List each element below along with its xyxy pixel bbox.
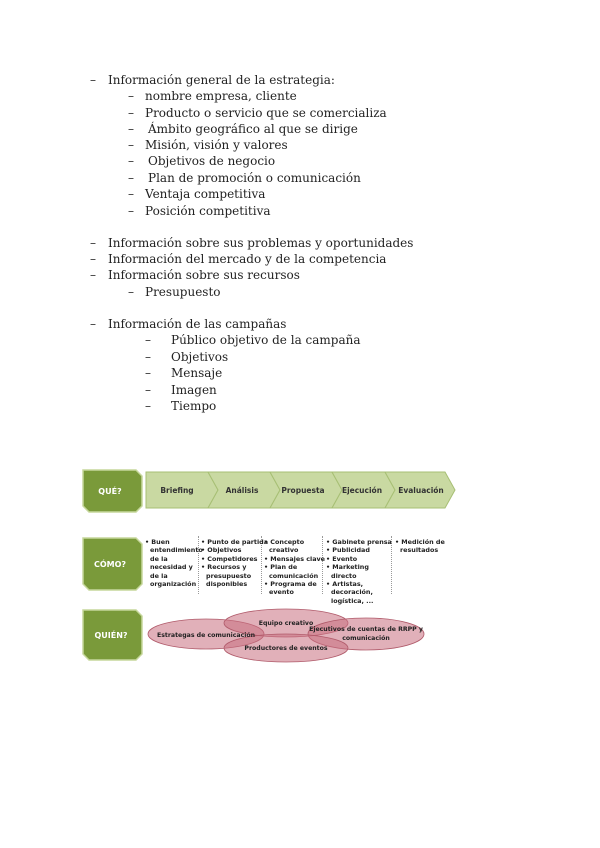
- step-label: Ejecución: [341, 486, 383, 495]
- bullet-dash: –: [128, 138, 134, 152]
- how-item: de la: [150, 554, 168, 563]
- bullet-dash: –: [145, 333, 151, 347]
- how-item: comunicación: [269, 571, 319, 580]
- how-item: directo: [331, 571, 357, 580]
- row-label-como-text: CÓMO?: [93, 560, 127, 569]
- how-item: • Objetivos: [201, 546, 242, 555]
- who-label: Equipo creativo: [258, 620, 314, 627]
- bullet-dash: –: [90, 268, 96, 282]
- list-item: Misión, visión y valores: [145, 138, 288, 152]
- how-item: disponibles: [206, 580, 248, 589]
- how-item: • Mensajes clave: [264, 554, 326, 563]
- list-item: Objetivos de negocio: [148, 154, 276, 168]
- how-item: • Marketing: [326, 563, 369, 572]
- bullet-dash: –: [128, 204, 134, 218]
- how-item: • Programa de: [264, 580, 317, 589]
- bullet-dash: –: [128, 171, 134, 185]
- list-item: Mensaje: [171, 366, 223, 380]
- step-label: Briefing: [160, 486, 194, 495]
- how-item: necesidad y: [150, 563, 193, 572]
- how-column-propuesta: [264, 538, 325, 597]
- how-item: resultados: [400, 546, 439, 555]
- bullet-dash: –: [145, 399, 151, 413]
- list-item: Objetivos: [171, 350, 229, 364]
- bullet-dash: –: [90, 252, 96, 266]
- how-column-evaluacion: [395, 538, 445, 555]
- bullet-dash: –: [145, 350, 151, 364]
- how-item: • Evento: [326, 554, 358, 563]
- list-heading-strategy: Información general de la estrategia:: [108, 73, 335, 87]
- who-label: Estrategas de comunicación: [156, 632, 256, 639]
- bullet-dash: –: [128, 122, 134, 136]
- how-item: logística, ...: [331, 596, 374, 605]
- how-item: • Concepto: [264, 538, 305, 546]
- row-label-que: [83, 470, 142, 512]
- how-column-ejecucion: [326, 538, 392, 605]
- who-label: Ejecutivos de cuentas de RRPP y: [309, 626, 423, 633]
- how-item: • Publicidad: [326, 546, 370, 555]
- how-item: entendimiento: [150, 546, 203, 555]
- how-item: • Artistas,: [326, 580, 364, 589]
- process-steps: [146, 472, 455, 508]
- how-item: creativo: [269, 546, 299, 555]
- bullet-dash: –: [128, 89, 134, 103]
- how-column-briefing: [145, 538, 203, 588]
- how-item: • Competidores: [201, 554, 258, 563]
- list-heading-campaigns: Información de las campañas: [108, 317, 287, 331]
- who-label: Productores de eventos: [244, 645, 328, 652]
- bullet-dash: –: [90, 317, 96, 331]
- how-item: • Punto de partida: [201, 538, 269, 546]
- row-label-como: [83, 538, 142, 590]
- bullet-dash: –: [128, 187, 134, 201]
- bullet-dash: –: [128, 154, 134, 168]
- list-item: Tiempo: [171, 399, 217, 413]
- step-label: Evaluación: [398, 486, 444, 495]
- list-heading-resources: Información sobre sus recursos: [108, 268, 300, 282]
- step-label: Análisis: [225, 486, 259, 495]
- how-item: • Plan de: [264, 563, 298, 572]
- list-item: Presupuesto: [145, 285, 221, 299]
- row-label-quien: [83, 610, 142, 660]
- list-item: Ámbito geográfico al que se dirige: [148, 122, 358, 136]
- how-item: • Buen: [145, 538, 170, 546]
- list-item: Ventaja competitiva: [145, 187, 266, 201]
- how-item: de la: [150, 571, 168, 580]
- bullet-dash: –: [90, 236, 96, 250]
- bullet-dash: –: [145, 366, 151, 380]
- bullet-dash: –: [128, 106, 134, 120]
- how-item: decoración,: [331, 588, 373, 597]
- list-heading-market: Información del mercado y de la competencia: [108, 252, 387, 266]
- how-item: presupuesto: [206, 571, 252, 580]
- list-item: Plan de promoción o comunicación: [148, 171, 361, 185]
- bullet-dash: –: [128, 285, 134, 299]
- list-item: Imagen: [171, 383, 217, 397]
- row-label-quien-text: QUIÉN?: [94, 631, 128, 640]
- list-item: nombre empresa, cliente: [145, 89, 297, 103]
- how-column-analisis: [201, 538, 268, 588]
- how-item: • Recursos y: [201, 563, 247, 572]
- bullet-dash: –: [90, 73, 96, 87]
- how-item: • Gabinete prensa: [326, 538, 392, 546]
- list-heading-problems: Información sobre sus problemas y oportunidades: [108, 236, 414, 250]
- list-item: Público objetivo de la campaña: [171, 333, 361, 347]
- who-label: comunicación: [342, 635, 390, 642]
- row-label-que-text: QUÉ?: [98, 487, 122, 496]
- list-item: Producto o servicio que se comercializa: [145, 106, 387, 120]
- how-item: • Medición de: [395, 538, 445, 546]
- who-venn: [148, 609, 424, 662]
- how-item: organización: [150, 580, 197, 589]
- step-label: Propuesta: [281, 486, 325, 495]
- list-item: Posición competitiva: [145, 204, 271, 218]
- how-item: evento: [269, 588, 294, 597]
- bullet-dash: –: [145, 383, 151, 397]
